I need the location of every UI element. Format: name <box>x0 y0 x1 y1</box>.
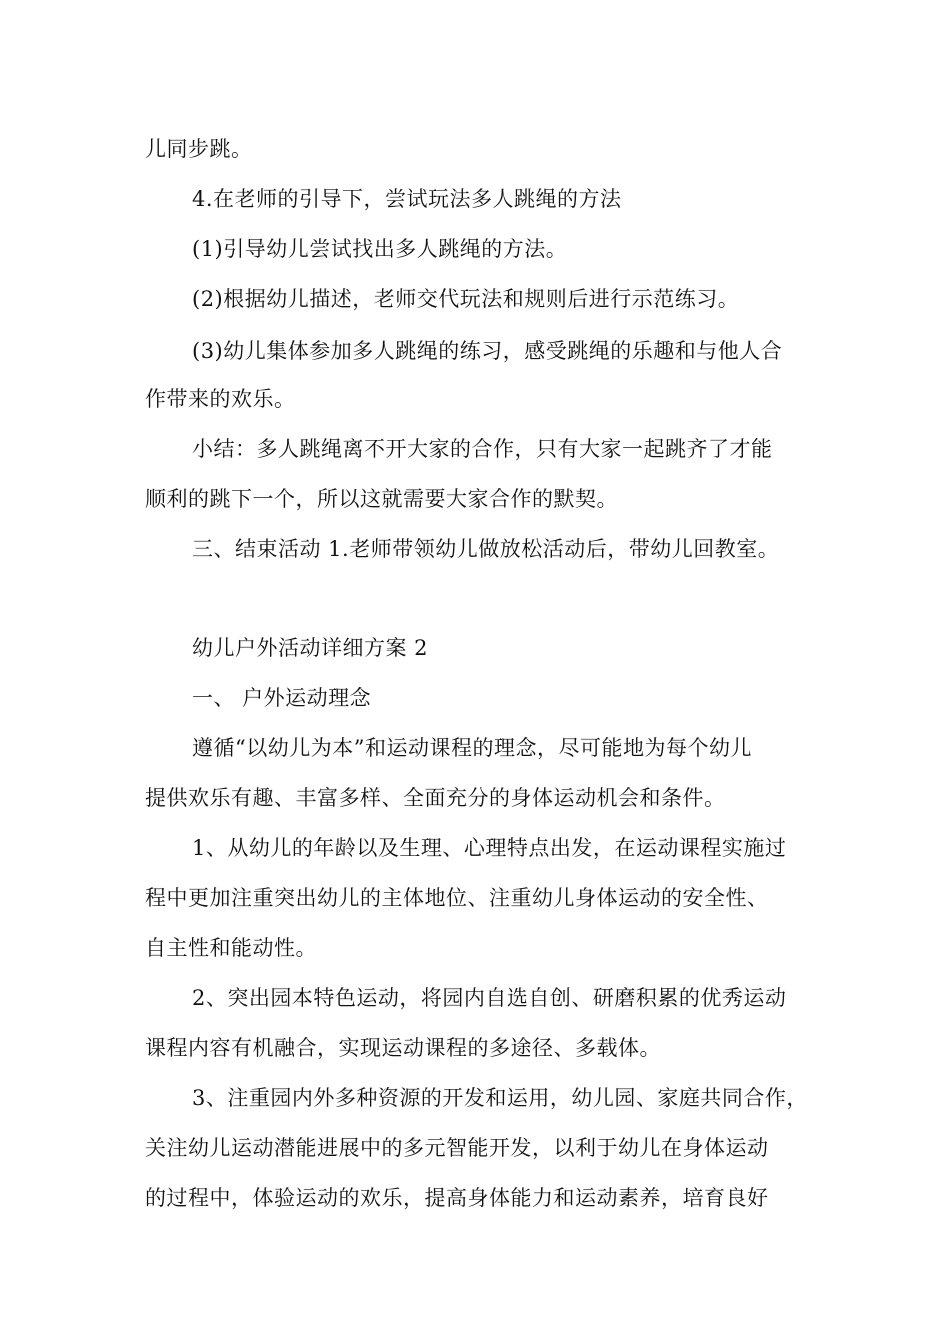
text-line: (3)幼儿集体参加多人跳绳的练习，感受跳绳的乐趣和与他人合 <box>192 339 783 363</box>
text-line: 的过程中，体验运动的欢乐，提高身体能力和运动素养，培育良好 <box>145 1186 769 1210</box>
text-line: 顺利的跳下一个，所以这就需要大家合作的默契。 <box>145 487 618 511</box>
text-line: 提供欢乐有趣、丰富多样、全面充分的身体运动机会和条件。 <box>145 786 726 810</box>
text-line: 儿同步跳。 <box>145 137 253 161</box>
text-line: 三、结束活动 1.老师带领幼儿做放松活动后，带幼儿回教室。 <box>192 537 780 561</box>
text-line: 2、突出园本特色运动，将园内自选自创、研磨积累的优秀运动 <box>192 986 787 1010</box>
text-line: 遵循“以幼儿为本”和运动课程的理念，尽可能地为每个幼儿 <box>192 736 752 760</box>
text-line: 小结：多人跳绳离不开大家的合作，只有大家一起跳齐了才能 <box>192 437 773 461</box>
text-line: (2)根据幼儿描述，老师交代玩法和规则后进行示范练习。 <box>192 287 740 311</box>
text-line: 课程内容有机融合，实现运动课程的多途径、多载体。 <box>145 1036 661 1060</box>
section-heading: 一、 户外运动理念 <box>192 686 372 710</box>
text-line: 1、从幼儿的年龄以及生理、心理特点出发，在运动课程实施过 <box>192 836 787 860</box>
text-line: 关注幼儿运动潜能进展中的多元智能开发，以利于幼儿在身体运动 <box>145 1136 769 1160</box>
text-line: 3、注重园内外多种资源的开发和运用，幼儿园、家庭共同合作， <box>192 1086 808 1110</box>
text-line: (1)引导幼儿尝试找出多人跳绳的方法。 <box>192 237 568 261</box>
text-line: 作带来的欢乐。 <box>145 387 296 411</box>
text-line: 自主性和能动性。 <box>145 936 317 960</box>
section-title: 幼儿户外活动详细方案 2 <box>192 636 429 660</box>
text-line: 4.在老师的引导下，尝试玩法多人跳绳的方法 <box>192 187 622 211</box>
text-line: 程中更加注重突出幼儿的主体地位、注重幼儿身体运动的安全性、 <box>145 886 769 910</box>
